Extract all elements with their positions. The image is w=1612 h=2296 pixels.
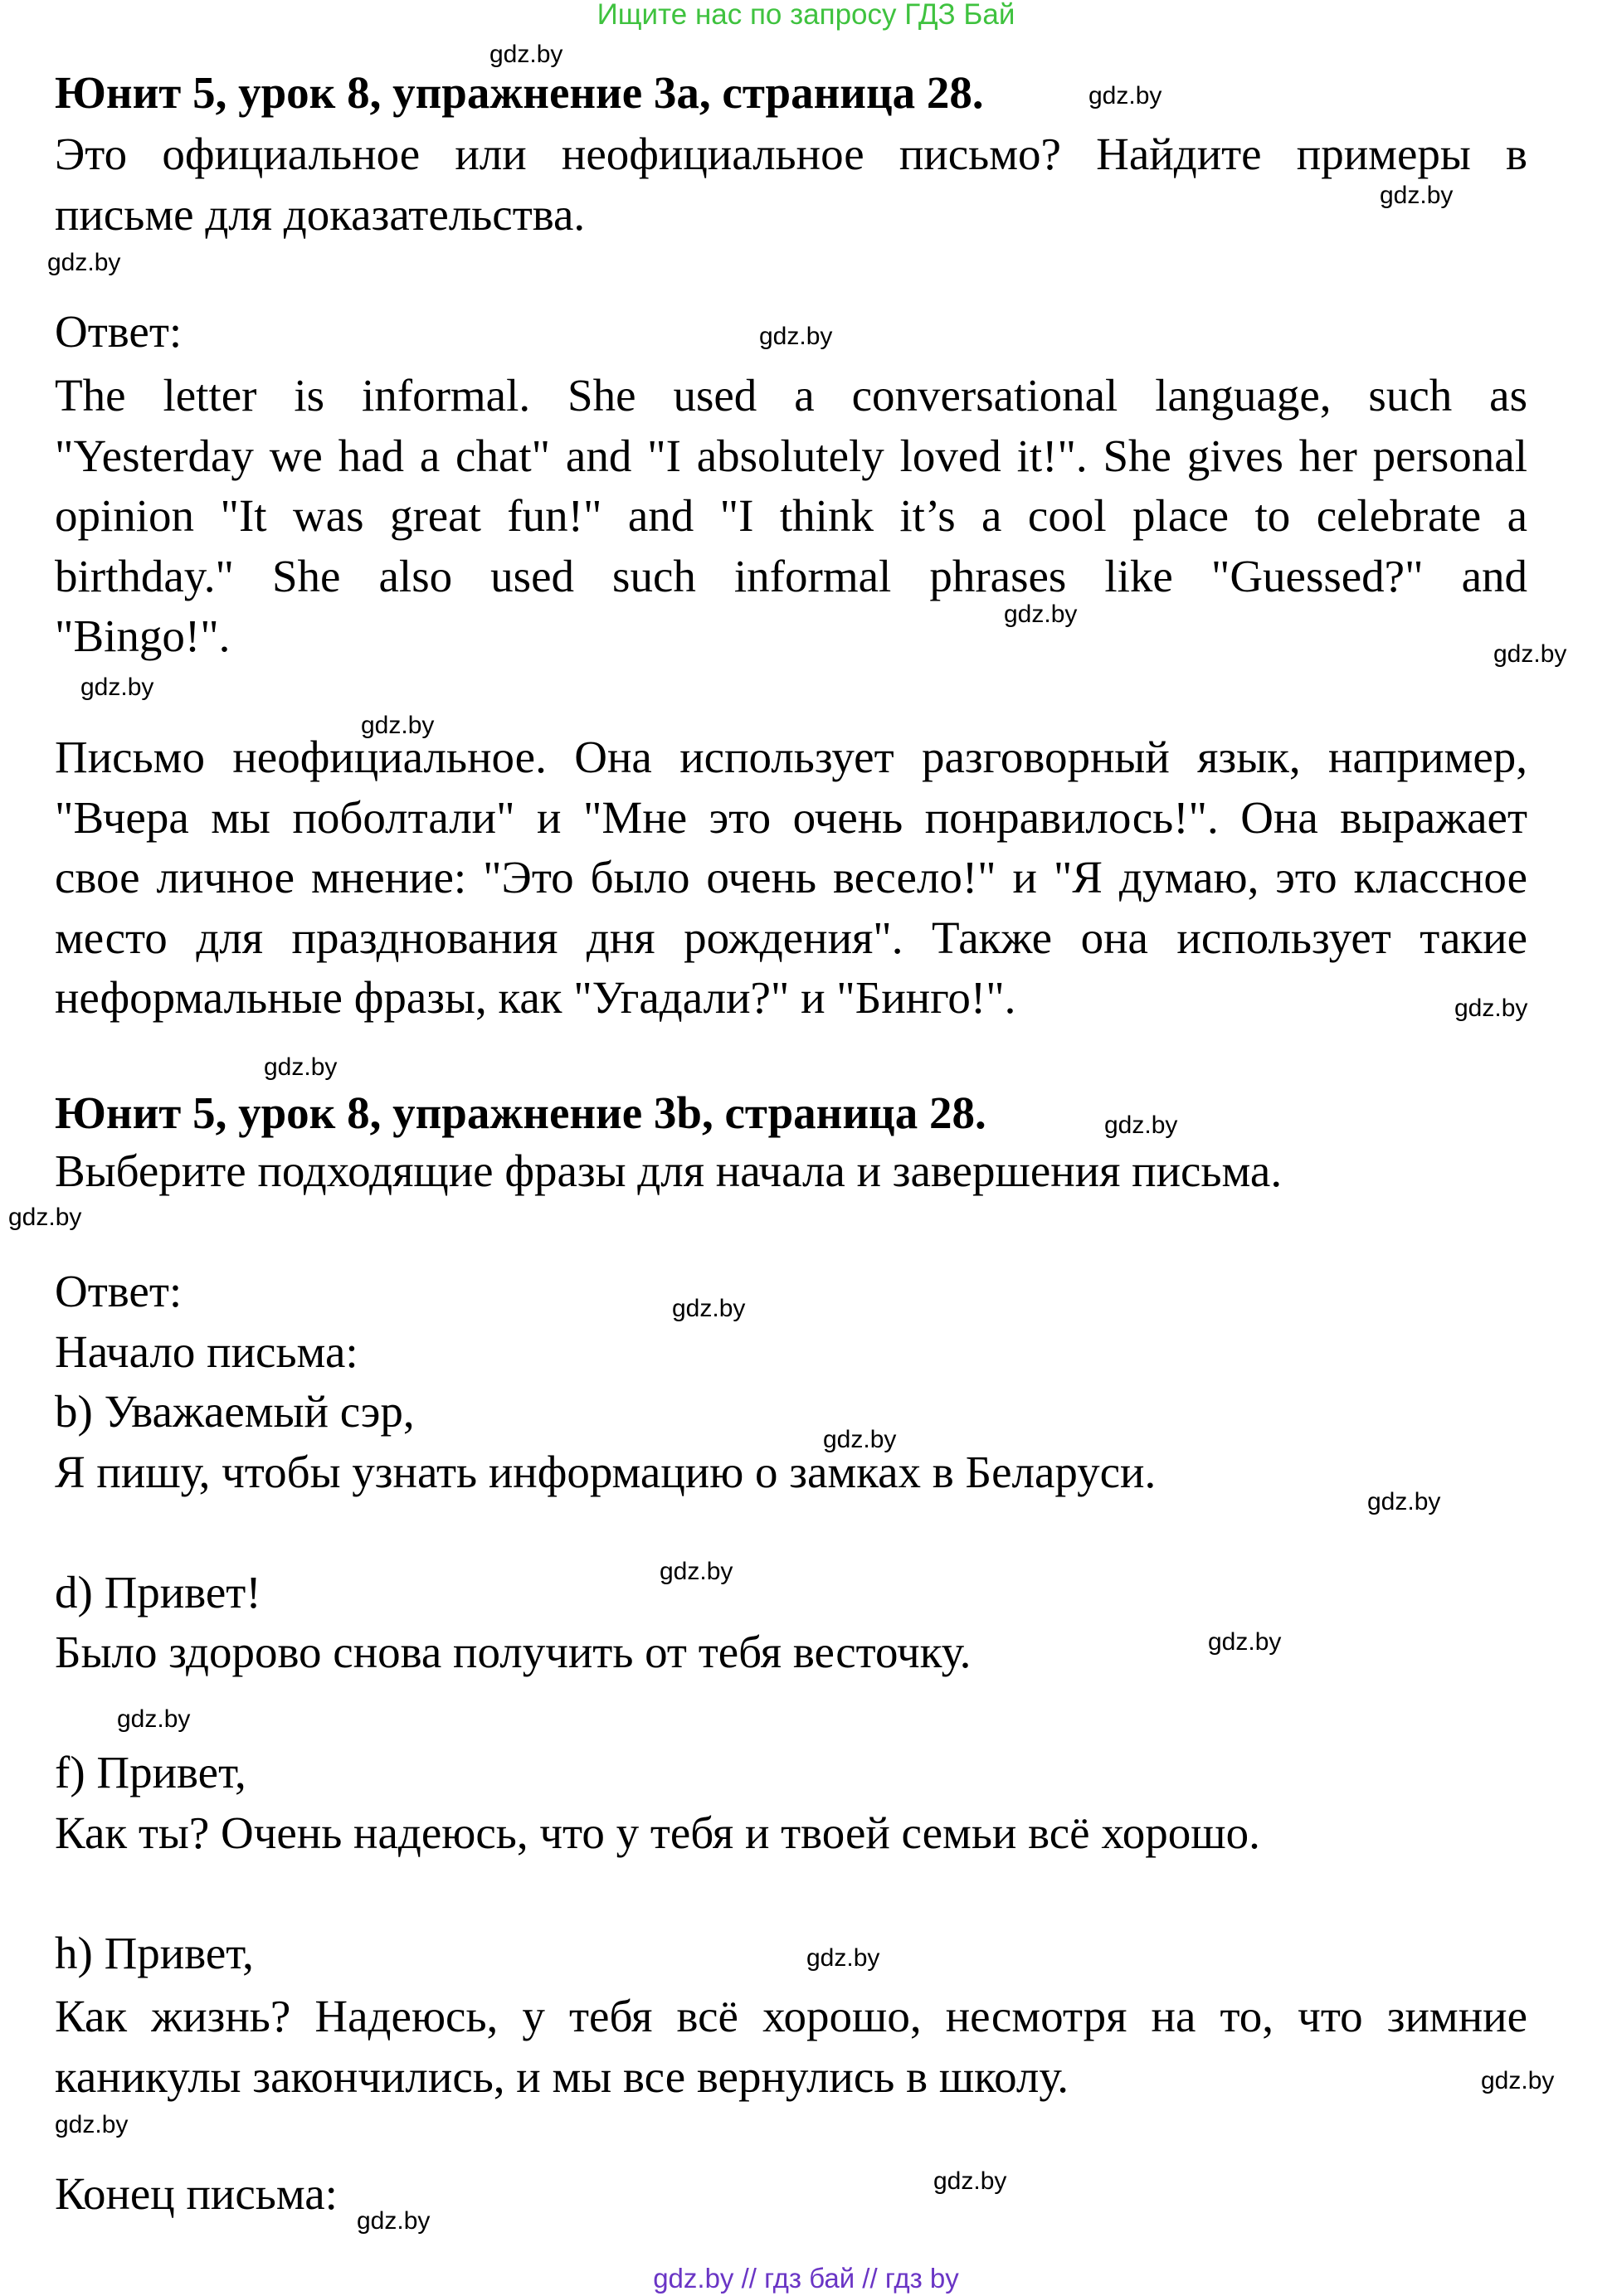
watermark: gdz.by	[933, 2167, 1007, 2195]
watermark: gdz.by	[264, 1053, 338, 1081]
watermark: gdz.by	[357, 2207, 431, 2235]
watermark: gdz.by	[117, 1705, 191, 1733]
item-b-text: Я пишу, чтобы узнать информацию о замках в Беларуси.	[55, 1447, 1157, 1497]
answer-line: The letter is informal. She used a conversational language, such as	[55, 370, 1527, 421]
answer-line: "Вчера мы поболтали" и "Мне это очень понравилось!". Она выражает	[55, 791, 1527, 843]
end-label: Конец письма:	[55, 2168, 338, 2219]
section-3a-question	[55, 124, 1527, 245]
item-d-label: d) Привет!	[55, 1567, 261, 1617]
watermark: gdz.by	[1380, 182, 1454, 209]
watermark: gdz.by	[1493, 640, 1567, 668]
answer-line: "Bingo!".	[55, 610, 231, 661]
item-f-label: f) Привет,	[55, 1747, 246, 1797]
watermark: gdz.by	[1004, 601, 1078, 628]
watermark: gdz.by	[660, 1558, 733, 1585]
watermark: gdz.by	[489, 41, 563, 68]
watermark: gdz.by	[55, 2111, 129, 2138]
watermark: gdz.by	[1367, 1488, 1441, 1515]
watermark: gdz.by	[1208, 1628, 1282, 1656]
answer-line: место для празднования дня рождения". Также она использует такие	[55, 912, 1527, 963]
question-line: Это официальное или неофициальное письмо? Найдите примеры в	[55, 129, 1527, 179]
watermark: gdz.by	[8, 1204, 82, 1231]
section-3b-answer-label: Ответ:	[55, 1266, 183, 1316]
watermark: gdz.by	[1104, 1112, 1178, 1139]
watermark: gdz.by	[1481, 2067, 1555, 2094]
item-h-line: каникулы закончились, и мы все вернулись в школу.	[55, 2050, 1069, 2102]
footer-links: gdz.by // гдз бай // гдз by	[653, 2263, 959, 2294]
watermark: gdz.by	[1088, 82, 1162, 109]
section-3a-answer-ru	[55, 727, 1527, 1029]
answer-line: неформальные фразы, как "Угадали?" и "Бинго!".	[55, 972, 1016, 1023]
watermark: gdz.by	[806, 1944, 880, 1972]
watermark: gdz.by	[759, 323, 833, 350]
section-3a-answer-en	[55, 366, 1527, 667]
answer-line: Письмо неофициальное. Она использует разговорный язык, например,	[55, 732, 1527, 782]
watermark: gdz.by	[1454, 995, 1528, 1022]
watermark: gdz.by	[361, 712, 435, 739]
item-d-text: Было здорово снова получить от тебя весточку.	[55, 1627, 972, 1677]
answer-line: свое личное мнение: "Это было очень весело!" и "Я думаю, это классное	[55, 852, 1527, 902]
item-b-label: b) Уважаемый сэр,	[55, 1386, 415, 1437]
answer-line: opinion "It was great fun!" and "I think it’s a cool place to celebrate a	[55, 490, 1527, 541]
section-3a-heading: Юнит 5, урок 8, упражнение 3a, страница 28.	[55, 67, 984, 118]
item-h-label: h) Привет,	[55, 1928, 254, 1978]
item-h-text	[55, 1987, 1527, 2107]
section-3b-heading: Юнит 5, урок 8, упражнение 3b, страница 28.	[55, 1087, 986, 1138]
answer-line: birthday." She also used such informal phrases like "Guessed?" and	[55, 550, 1527, 601]
top-banner: Ищите нас по запросу ГДЗ Бай	[597, 0, 1015, 31]
question-line: письме для доказательства.	[55, 188, 586, 240]
watermark: gdz.by	[47, 249, 121, 276]
watermark: gdz.by	[672, 1295, 746, 1322]
section-3b-question: Выберите подходящие фразы для начала и завершения письма.	[55, 1146, 1283, 1196]
watermark: gdz.by	[823, 1426, 897, 1453]
item-h-line: Как жизнь? Надеюсь, у тебя всё хорошо, несмотря на то, что зимние	[55, 1991, 1527, 2041]
watermark: gdz.by	[80, 674, 154, 701]
start-label: Начало письма:	[55, 1326, 358, 1377]
section-3a-answer-label: Ответ:	[55, 306, 183, 357]
item-f-text: Как ты? Очень надеюсь, что у тебя и твоей семьи всё хорошо.	[55, 1807, 1260, 1858]
answer-line: "Yesterday we had a chat" and "I absolutely loved it!". She gives her personal	[55, 430, 1527, 481]
